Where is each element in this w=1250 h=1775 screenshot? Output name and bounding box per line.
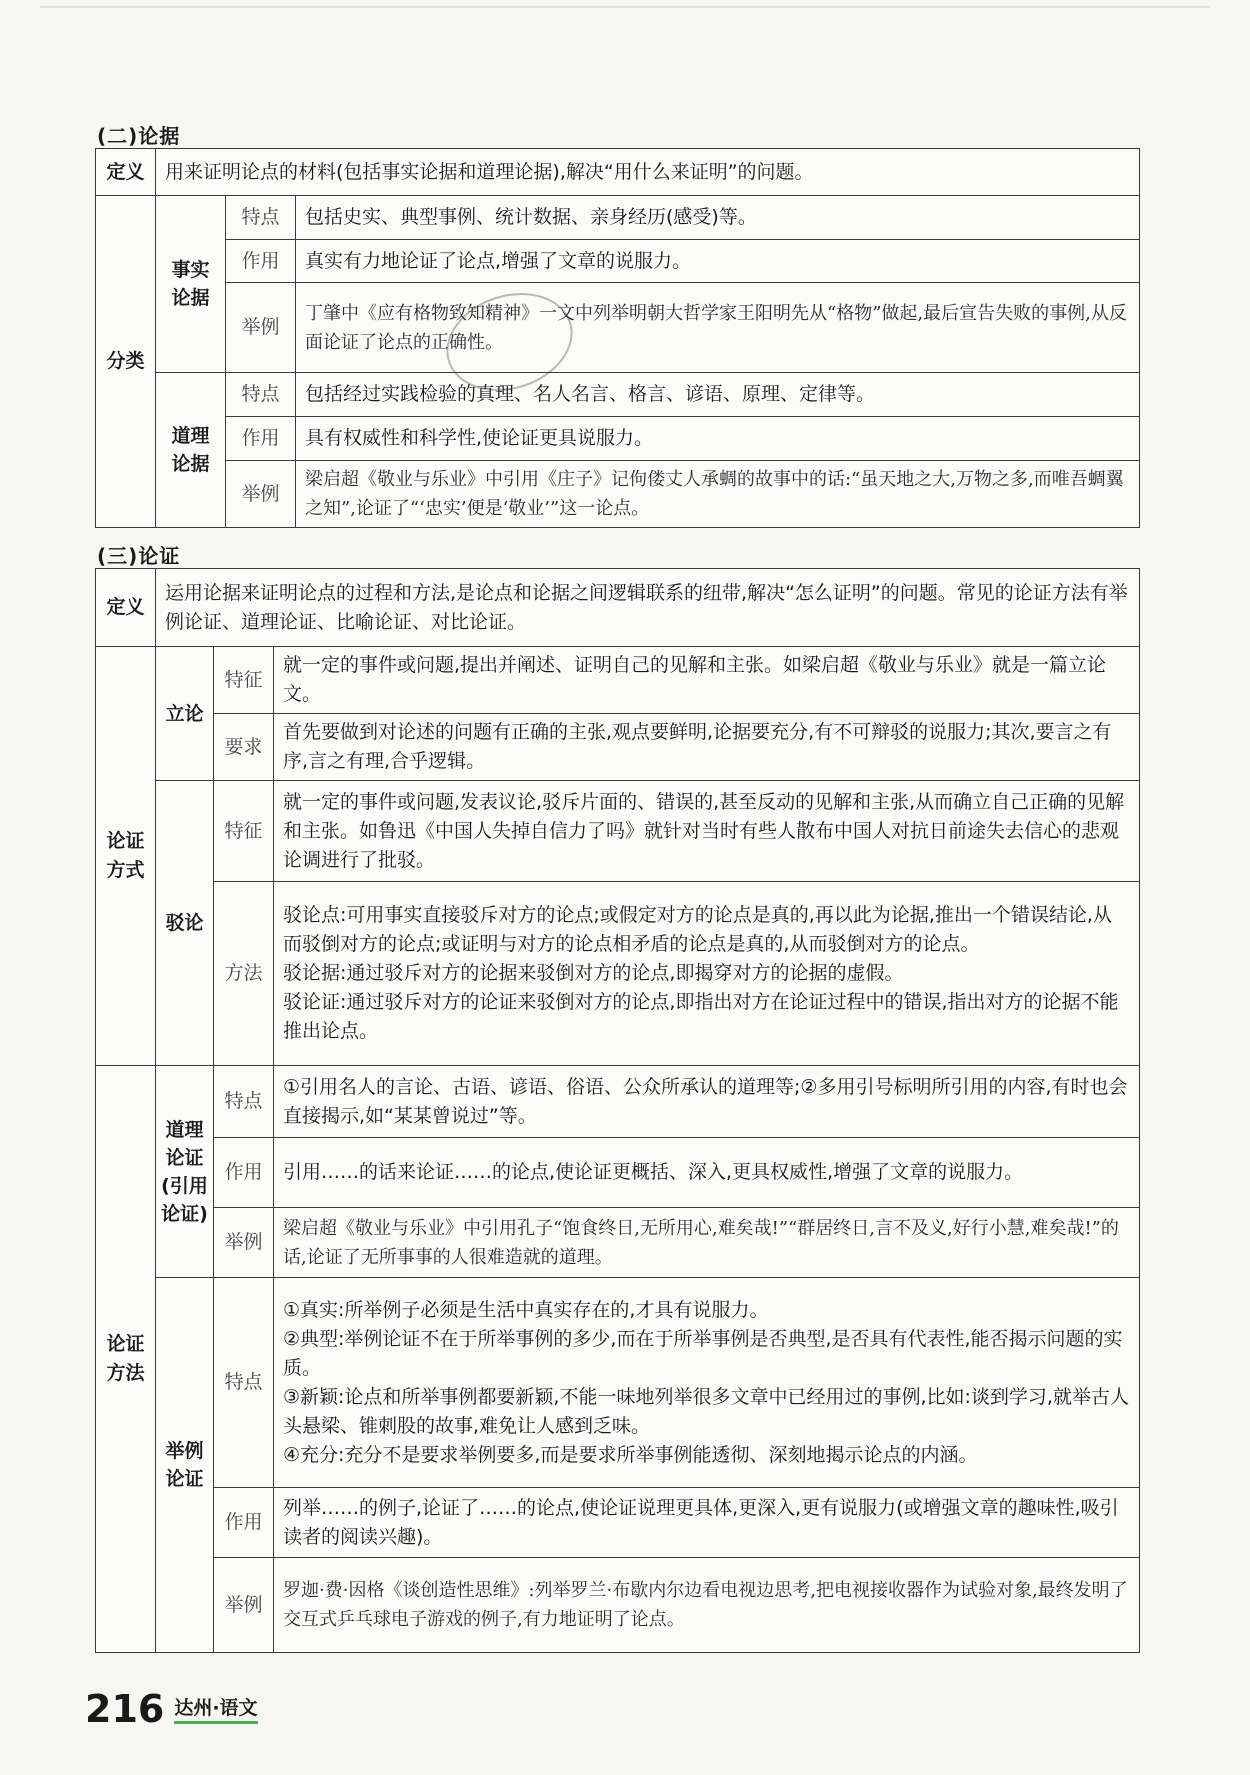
juli-function-text: 列举……的例子,论证了……的论点,使论证说理更具体,更深入,更有说服力(或增强文章的趣味性,吸引读者的阅读兴趣)。: [274, 1488, 1140, 1558]
reason-feature-label: 特点: [226, 373, 296, 417]
reason-example-label: 举例: [226, 461, 296, 528]
lilun-requirement-text: 首先要做到对论述的问题有正确的主张,观点要鲜明,论据要充分,有不可辩驳的说服力;其次,要言之有序,言之有理,合乎逻辑。: [274, 714, 1140, 781]
daoli-function-text: 引用……的话来论证……的论点,使论证更概括、深入,更具权威性,增强了文章的说服力。: [274, 1138, 1140, 1208]
page-footer: [85, 1687, 258, 1731]
section-title-evidence: (二)论据: [97, 124, 181, 148]
reason-function-label: 作用: [226, 417, 296, 461]
juli-feature-text: ①真实:所举例子必须是生活中真实存在的,才具有说服力。 ②典型:举例论证不在于所举事例的多少,而在于所举事例是否典型,是否具有代表性,能否揭示问题的实质。 ③新颖:论点和所举事例都要新颖,不能一味地列举很多文章中已经用过的事例,比如:谈到学习,就举古人头悬梁、锥刺股的故事,难免让人感到乏味。 ④充分:充分不是要求举例要多,而是要求所举事例能透彻、深刻地揭示论点的内涵。: [274, 1278, 1140, 1488]
lilun-feature-label: 特征: [214, 647, 274, 714]
juli-feature-label: 特点: [214, 1278, 274, 1488]
evidence-table: [95, 148, 1140, 528]
argument-definition-text: 运用论据来证明论点的过程和方法,是论点和论据之间逻辑联系的纽带,解决“怎么证明”的问题。常见的论证方法有举例论证、道理论证、比喻论证、对比论证。: [156, 569, 1140, 647]
daoli-label: 道理 论证 (引用 论证): [156, 1066, 214, 1278]
daoli-feature-text: ①引用名人的言论、古语、谚语、俗语、公众所承认的道理等;②多用引号标明所引用的内容,有时也会直接揭示,如“某某曾说过”等。: [274, 1066, 1140, 1138]
fact-function-label: 作用: [226, 240, 296, 283]
bolun-feature-text: 就一定的事件或问题,发表议论,驳斥片面的、错误的,甚至反动的见解和主张,从而确立自己正确的见解和主张。如鲁迅《中国人失掉自信力了吗》就针对当时有些人散布中国人对抗日前途失去信心的悲观论调进行了批驳。: [274, 781, 1140, 882]
argument-table: [95, 568, 1140, 1653]
juli-function-label: 作用: [214, 1488, 274, 1558]
fact-evidence-label: 事实 论据: [156, 196, 226, 373]
bolun-feature-label: 特征: [214, 781, 274, 882]
reason-evidence-label: 道理 论据: [156, 373, 226, 528]
category-label: 分类: [96, 196, 156, 528]
bolun-method-text: 驳论点:可用事实直接驳斥对方的论点;或假定对方的论点是真的,再以此为论据,推出一个错误结论,从而驳倒对方的论点;或证明与对方的论点相矛盾的论点是真的,从而驳倒对方的论点。 驳论据:通过驳斥对方的论据来驳倒对方的论点,即揭穿对方的论据的虚假。 驳论证:通过驳斥对方的论证来驳倒对方的论点,即指出对方在论证过程中的错误,指出对方的论据不能推出论点。: [274, 882, 1140, 1066]
lilun-label: 立论: [156, 647, 214, 781]
argument-method-label: 论证 方法: [96, 1066, 156, 1653]
lilun-feature-text: 就一定的事件或问题,提出并阐述、证明自己的见解和主张。如梁启超《敬业与乐业》就是一篇立论文。: [274, 647, 1140, 714]
juli-example-text: 罗迦·费·因格《谈创造性思维》:列举罗兰·布歇内尔边看电视边思考,把电视接收器作为试验对象,最终发明了交互式乒乓球电子游戏的例子,有力地证明了论点。: [274, 1558, 1140, 1653]
fact-function-text: 真实有力地论证了论点,增强了文章的说服力。: [296, 240, 1140, 283]
fact-feature-label: 特点: [226, 196, 296, 240]
definition-text: 用来证明论点的材料(包括事实论据和道理论据),解决“用什么来证明”的问题。: [156, 149, 1140, 196]
reason-function-text: 具有权威性和科学性,使论证更具说服力。: [296, 417, 1140, 461]
lilun-requirement-label: 要求: [214, 714, 274, 781]
argument-way-label: 论证 方式: [96, 647, 156, 1066]
section-title-argument: (三)论证: [97, 544, 181, 568]
definition-label: 定义: [96, 149, 156, 196]
daoli-example-label: 举例: [214, 1208, 274, 1278]
bolun-label: 驳论: [156, 781, 214, 1066]
daoli-feature-label: 特点: [214, 1066, 274, 1138]
juli-example-label: 举例: [214, 1558, 274, 1653]
reason-example-text: 梁启超《敬业与乐业》中引用《庄子》记佝偻丈人承蜩的故事中的话:“虽天地之大,万物之多,而唯吾蜩翼之知”,论证了“‘忠实’便是‘敬业’”这一论点。: [296, 461, 1140, 528]
fact-example-text: 丁肇中《应有格物致知精神》一文中列举明朝大哲学家王阳明先从“格物”做起,最后宣告失败的事例,从反面论证了论点的正确性。: [296, 283, 1140, 373]
page-number: 216: [85, 1687, 165, 1731]
daoli-function-label: 作用: [214, 1138, 274, 1208]
juli-label: 举例 论证: [156, 1278, 214, 1653]
footer-label: 达州·语文: [174, 1693, 257, 1724]
reason-feature-text: 包括经过实践检验的真理、名人名言、格言、谚语、原理、定律等。: [296, 373, 1140, 417]
argument-definition-label: 定义: [96, 569, 156, 647]
top-rule: [40, 6, 1210, 8]
bolun-method-label: 方法: [214, 882, 274, 1066]
fact-example-label: 举例: [226, 283, 296, 373]
fact-feature-text: 包括史实、典型事例、统计数据、亲身经历(感受)等。: [296, 196, 1140, 240]
daoli-example-text: 梁启超《敬业与乐业》中引用孔子“饱食终日,无所用心,难矣哉!”“群居终日,言不及义,好行小慧,难矣哉!”的话,论证了无所事事的人很难造就的道理。: [274, 1208, 1140, 1278]
